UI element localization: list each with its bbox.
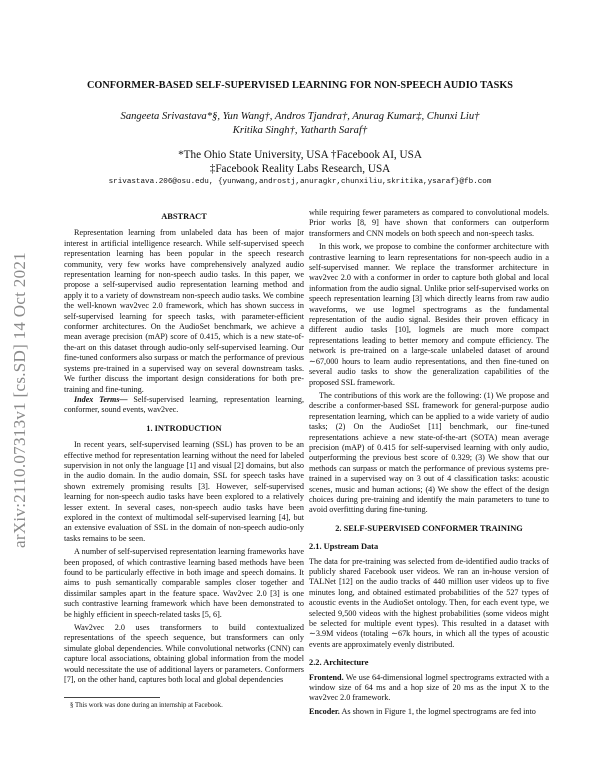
footnote: § This work was done during an internship at Facebook. xyxy=(70,702,223,710)
authors-line-1: Sangeeta Srivastava*§, Yun Wang†, Andros Tjandra†, Anurag Kumar‡, Chunxi Liu† xyxy=(120,111,480,122)
intro-paragraph-3: Wav2vec 2.0 uses transformers to build contextualized representations of the speech sequence, but transformers can only simulate global dependencies. While convolutional networks (CNN) can capture local associations, obtaining global information from the model would necessitate the use of additional layers or parameters. Conformers [7], on the other hand, captures both local and global dependencies xyxy=(64,623,304,685)
abstract-heading: ABSTRACT xyxy=(161,212,207,221)
paper-title: CONFORMER-BASED SELF-SUPERVISED LEARNING FOR NON-SPEECH AUDIO TASKS xyxy=(86,80,514,91)
encoder-label: Encoder. xyxy=(309,706,340,716)
affiliation-line-2: ‡Facebook Reality Labs Research, USA xyxy=(209,163,391,175)
affiliation-line-1: *The Ohio State University, USA †Facebook AI, USA xyxy=(178,149,422,161)
left-column xyxy=(64,208,304,710)
authors xyxy=(60,110,540,138)
frontend-label: Frontend. xyxy=(309,672,344,682)
frontend-text: We use 64-dimensional logmel spectrograms extracted with a window size of 64 ms and a hop size of 20 ms as the input X to the wav2vec 2.0 framework. xyxy=(309,672,549,703)
intro-paragraph-2: A number of self-supervised representation learning frameworks have been proposed, of which contrastive learning based methods have been found to be particularly effective in both image and speech domains. It aims to push semantically comparable samples closer together and dissimilar samples apart in the feature space. Wav2vec 2.0 [3] is one such contrastive learning framework which have been demonstrated to be highly efficient in speech-related tasks [5, 6]. xyxy=(64,547,304,619)
right-paragraph-2: In this work, we propose to combine the conformer architecture with contrastive learning to learn representations for non-speech audio in a self-supervised manner. We replace the transformer architecture in wav2vec 2.0 with a conformer in order to capture both global and local information from the audio signal. Unlike prior self-supervised works on speech representation learning [3] which directly learns from raw audio waveforms, we use logmel spectrograms as the fundamental representation of the audio signal. Besides their proven efficacy in different audio tasks [10], logmels are much more compact representations leading to better memory and compute efficiency. The network is pre-trained on a large-scale unlabeled dataset of around ∼67,000 hours to learn audio representations, and then fine-tuned on several audio tasks to show the generalization capabilities of the proposed SSL framework. xyxy=(309,242,549,387)
index-terms xyxy=(64,395,304,416)
affiliations xyxy=(60,148,540,176)
right-column xyxy=(309,208,549,717)
author-emails: srivastava.206@osu.edu, {yunwang,androstj,anuragkr,chunxiliu,skritika,ysaraf}@fb.com xyxy=(108,178,492,186)
authors-line-2: Kritika Singh†, Yatharth Saraf† xyxy=(232,125,368,136)
section-2-1-heading: 2.1. Upstream Data xyxy=(309,542,379,552)
encoder-paragraph xyxy=(309,707,549,717)
intro-paragraph-1: In recent years, self-supervised learning (SSL) has proven to be an effective method for representation learning without the need for labeled supervision in not only the language [1] and visual [2] domains, but also in the audio domain. In the audio domain, SSL for speech tasks have shown extremely promising results [3]. However, self-supervised learning for non-speech audio tasks have been explored to a relatively lesser extent. In several cases, non-speech audio tasks have been explored in the context of multimodal self-supervised learning [4], but an extensive evaluation of SSL in the domain of non-speech audio-only tasks remains to be seen. xyxy=(64,440,304,543)
abstract-text: Representation learning from unlabeled data has been of major interest in artificial intelligence research. While self-supervised speech representation learning has been popular in the speech research community, very few works have comprehensively analyzed audio representation learning for non-speech audio tasks. In this paper, we propose a self-supervised audio representation learning method and apply it to a variety of downstream non-speech audio tasks. We combine the well-known wav2vec 2.0 framework, which has shown success in self-supervised learning for speech tasks, with parameter-efficient conformer architectures. On the AudioSet benchmark, we achieve a mean average precision (mAP) score of 0.415, which is a new state-of-the-art on this dataset through audio-only self-supervised learning. Our fine-tuned conformers also surpass or match the performance of previous systems pre-trained in a supervised way on several downstream tasks. We further discuss the important design considerations for both pre-training and fine-tuning. xyxy=(64,228,304,394)
index-terms-text: Self-supervised learning, representation learning, conformer, sound events, wav2vec. xyxy=(64,394,305,415)
section-2-2-heading: 2.2. Architecture xyxy=(309,658,369,668)
right-paragraph-1: while requiring fewer parameters as compared to convolutional models. Prior works [8, 9] have shown that conformers can outperform transformers and CNN models on both speech and non-speech tasks. xyxy=(309,208,549,238)
contributions-paragraph: The contributions of this work are the following: (1) We propose and describe a conformer-based SSL framework for general-purpose audio representation learning, which can be applied to a wide variety of audio tasks; (2) On the AudioSet [11] benchmark, our fine-tuned representations achieve a new state-of-the-art (SOTA) mean average precision (mAP) of 0.415 for self-supervised learning with only audio, outperforming the previous best score of 0.329; (3) We show that our methods can surpass or match the performance of previous systems pre-trained in a supervised way on 3 out of 4 classification tasks: acoustic scenes, music and human actions; (4) We show the effect of the design choices during pre-training and identify the main parameters to tune to avoid overfitting during fine-tuning. xyxy=(309,390,549,515)
frontend-paragraph xyxy=(309,673,549,704)
footnote-rule xyxy=(64,697,160,698)
arxiv-stamp xyxy=(4,210,36,590)
section-2-heading: 2. SELF-SUPERVISED CONFORMER TRAINING xyxy=(335,523,523,533)
upstream-data-paragraph: The data for pre-training was selected from de-identified audio tracks of publicly shared Facebook user videos. We ran an in-house version of TALNet [12] on the audio tracks of 440 million user videos up to five minutes long, and obtained estimated probabilities of the 527 types of acoustic events in the AudioSet ontology. Then, for each event type, we selected 9,500 videos with the highest probabilities (some videos might be selected for multiple event types). This resulted in a dataset with ∼3.9M videos (totaling ∼67k hours, in which all the types of acoustic events are approximately evenly distributed. xyxy=(309,556,549,649)
arxiv-stamp-text: arXiv:2110.07313v1 [cs.SD] 14 Oct 2021 xyxy=(10,252,29,548)
index-terms-label: Index Terms— xyxy=(74,394,128,404)
encoder-text: As shown in Figure 1, the logmel spectrograms are fed into xyxy=(339,706,536,716)
section-1-heading: 1. INTRODUCTION xyxy=(146,423,222,433)
